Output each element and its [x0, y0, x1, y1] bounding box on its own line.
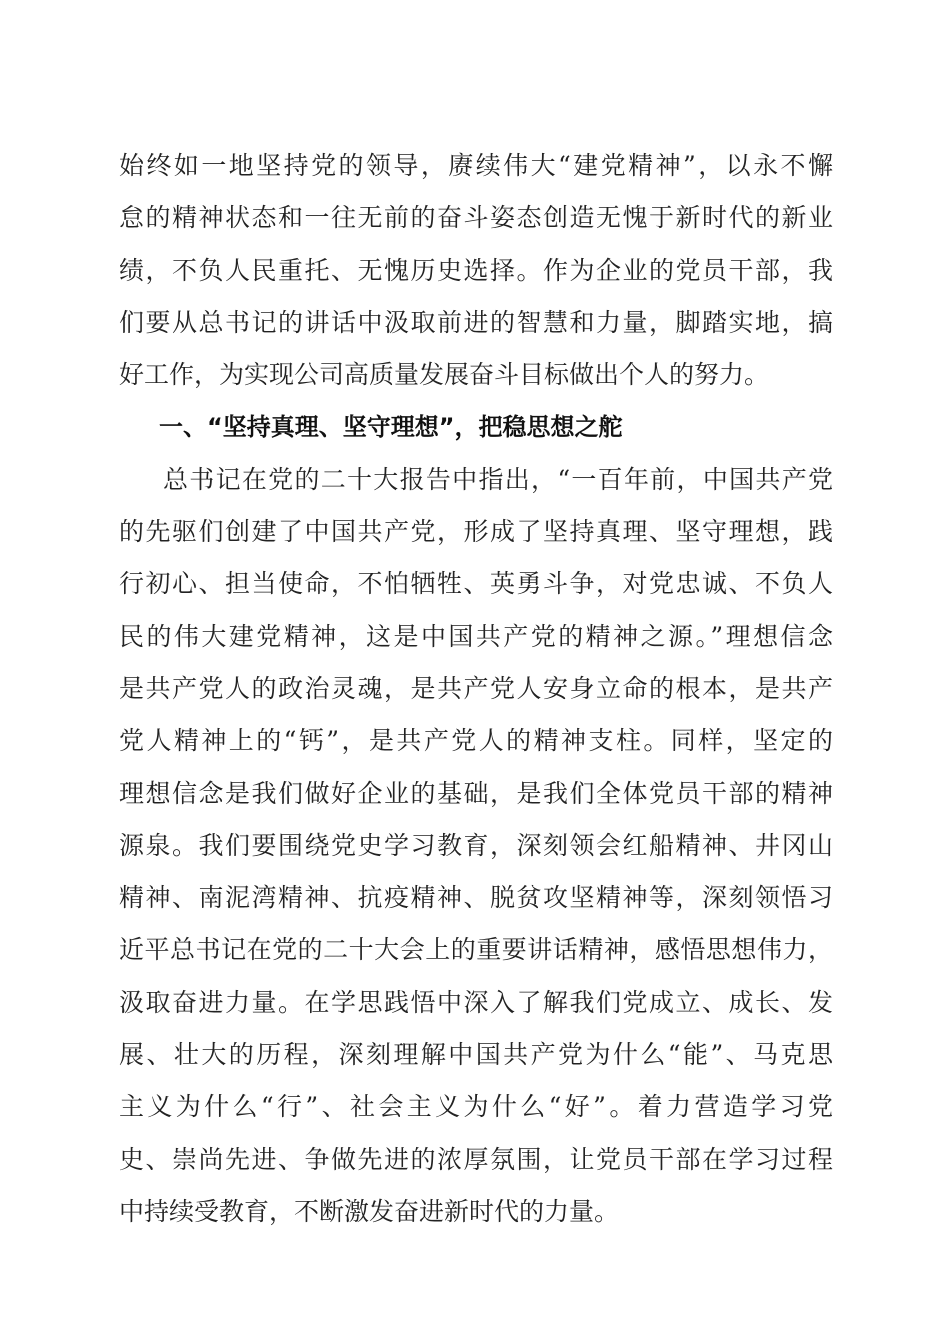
text-line: 展、壮大的历程，深刻理解中国共产党为什么“能”、马克思	[119, 1040, 833, 1070]
text-line: 行初心、担当使命，不怕牺牲、英勇斗争，对党忠诚、不负人	[119, 569, 833, 599]
section-heading: 一、“坚持真理、坚守理想”，把稳思想之舵	[159, 413, 623, 442]
text-line: 民的伟大建党精神，这是中国共产党的精神之源。”理想信念	[119, 621, 833, 651]
text-line: 源泉。我们要围绕党史学习教育，深刻领会红船精神、井冈山	[119, 830, 833, 860]
text-line: 中持续受教育，不断激发奋进新时代的力量。	[119, 1196, 620, 1226]
document-body	[119, 140, 833, 1238]
text-line: 的先驱们创建了中国共产党，形成了坚持真理、坚守理想，践	[119, 517, 833, 547]
text-line: 史、崇尚先进、争做先进的浓厚氛围，让党员干部在学习过程	[119, 1144, 833, 1174]
text-line: 们要从总书记的讲话中汲取前进的智慧和力量，脚踏实地，搞	[119, 307, 833, 337]
text-line: 始终如一地坚持党的领导，赓续伟大“建党精神”，以永不懈	[119, 151, 833, 180]
text-line: 汲取奋进力量。在学思践悟中深入了解我们党成立、成长、发	[119, 987, 833, 1017]
text-line: 主义为什么“行”、社会主义为什么“好”。着力营造学习党	[119, 1092, 833, 1122]
text-line: 党人精神上的“钙”，是共产党人的精神支柱。同样，坚定的	[119, 726, 833, 756]
text-line: 怠的精神状态和一往无前的奋斗姿态创造无愧于新时代的新业	[119, 203, 833, 233]
text-line: 精神、南泥湾精神、抗疫精神、脱贫攻坚精神等，深刻领悟习	[119, 883, 833, 913]
text-line: 总书记在党的二十大报告中指出，“一百年前，中国共产党	[163, 464, 833, 494]
paragraph-section-1	[119, 454, 833, 1238]
text-line: 好工作，为实现公司高质量发展奋斗目标做出个人的努力。	[119, 360, 770, 390]
text-line: 理想信念是我们做好企业的基础，是我们全体党员干部的精神	[119, 778, 833, 808]
text-line: 绩，不负人民重托、无愧历史选择。作为企业的党员干部，我	[119, 255, 833, 285]
text-line: 是共产党人的政治灵魂，是共产党人安身立命的根本，是共产	[119, 673, 833, 703]
paragraph-intro	[119, 140, 833, 401]
text-line: 近平总书记在党的二十大会上的重要讲话精神，感悟思想伟力，	[119, 935, 833, 965]
